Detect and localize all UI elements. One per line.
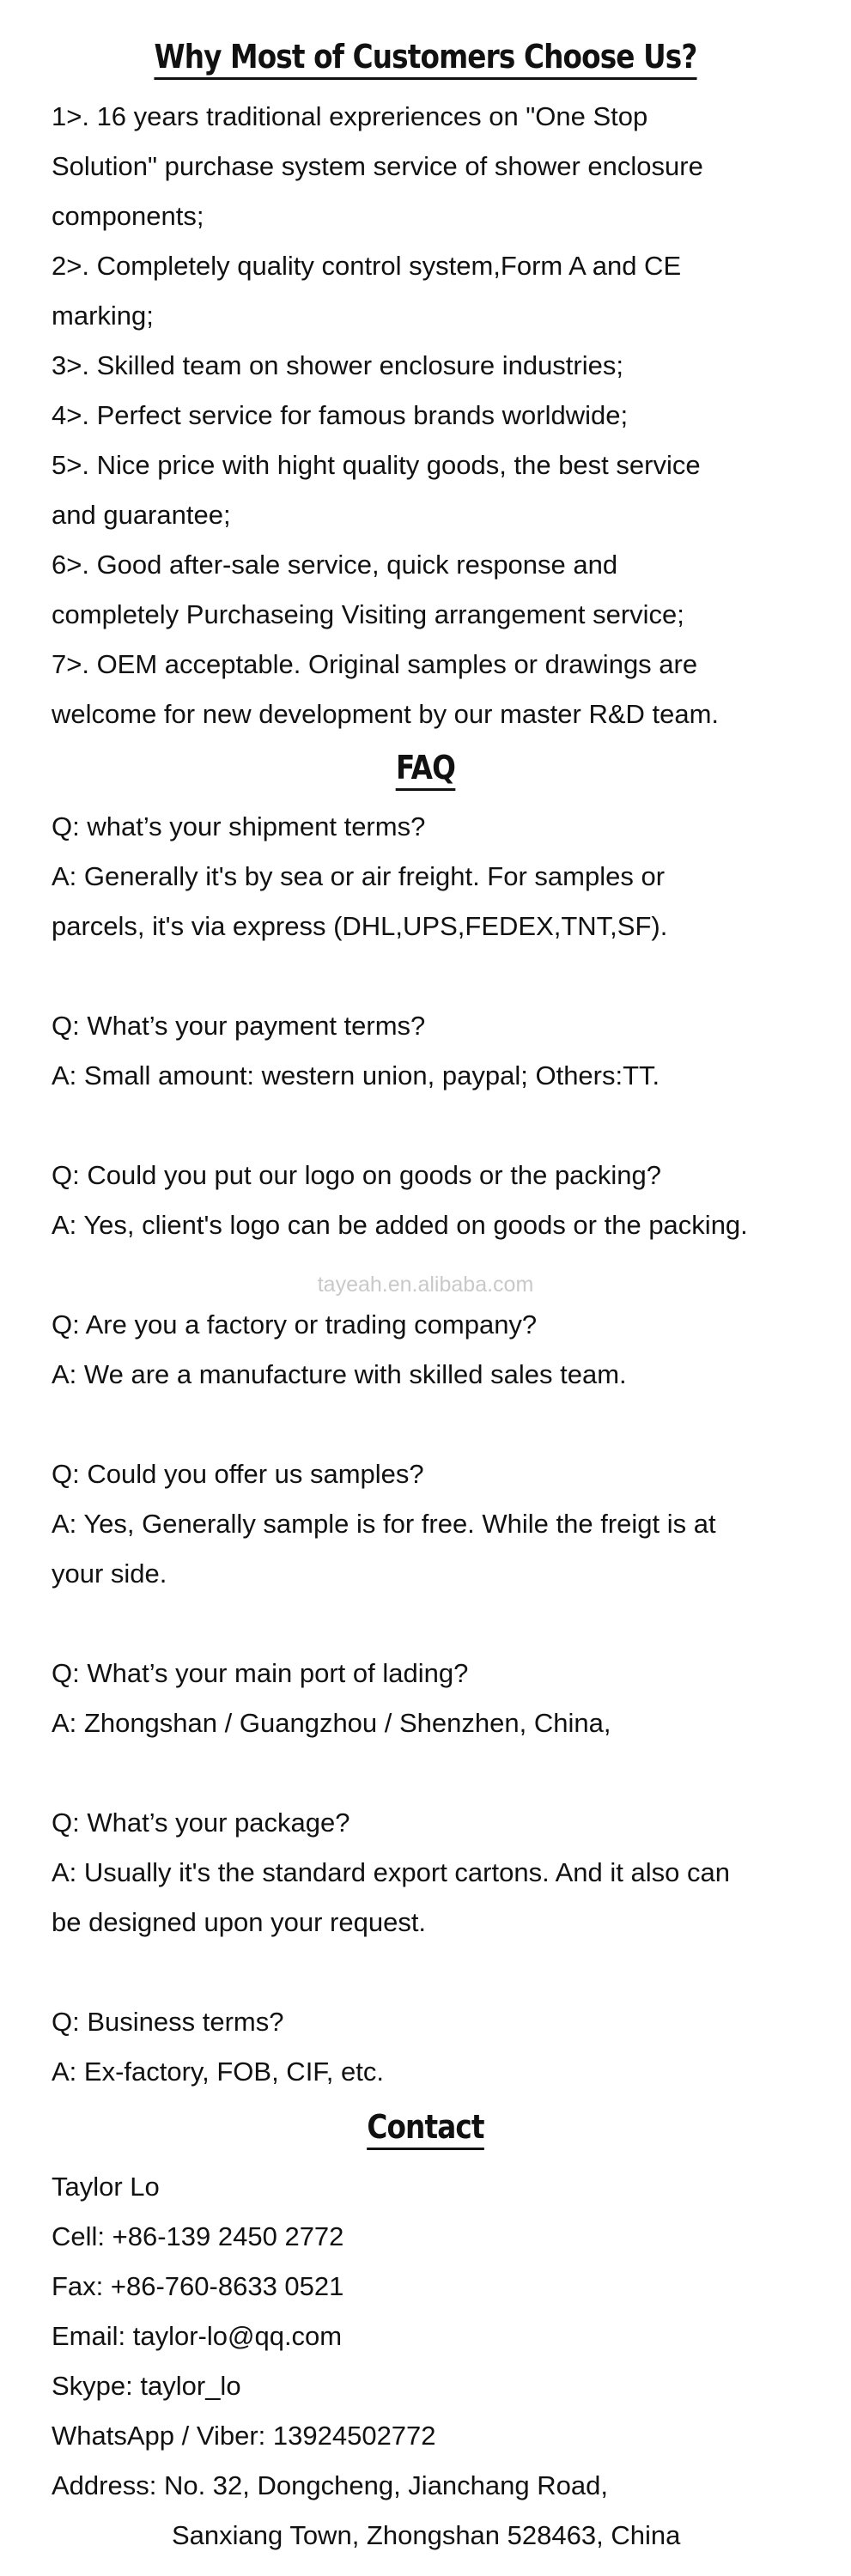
- faq-line-12: your side.: [52, 1558, 167, 1589]
- contact-heading: [59, 2110, 791, 2144]
- why-line-2: Solution" purchase system service of shower enclosure: [52, 151, 703, 181]
- contact-address-1: Address: No. 32, Dongcheng, Jianchang Road,: [52, 2470, 608, 2500]
- why-heading: [59, 39, 791, 74]
- contact-address-2: Sanxiang Town, Zhongshan 528463, China: [172, 2520, 681, 2550]
- faq-line-1: Q: what’s your shipment terms?: [52, 811, 426, 841]
- faq-line-18: Q: Business terms?: [52, 2007, 284, 2037]
- contact-whatsapp: WhatsApp / Viber: 13924502772: [52, 2421, 436, 2451]
- faq-line-14: A: Zhongshan / Guangzhou / Shenzhen, China,: [52, 1708, 611, 1738]
- why-line-11: completely Purchaseing Visiting arrangement service;: [52, 599, 684, 629]
- why-line-1: 1>. 16 years traditional expreriences on "One Stop: [52, 101, 648, 131]
- faq-heading: [59, 750, 791, 785]
- faq-heading-wrap: [0, 750, 851, 785]
- why-heading-text: Why Most of Customers Choose Us?: [155, 38, 697, 80]
- why-heading-wrap: [0, 39, 851, 74]
- faq-line-11: A: Yes, Generally sample is for free. While the freigt is at: [52, 1509, 716, 1539]
- faq-line-4: Q: What’s your payment terms?: [52, 1011, 426, 1041]
- contact-name: Taylor Lo: [52, 2172, 160, 2202]
- why-line-9: and guarantee;: [52, 500, 231, 530]
- why-line-13: welcome for new development by our master R&D team.: [52, 699, 720, 729]
- faq-line-3: parcels, it's via express (DHL,UPS,FEDEX,TNT,SF).: [52, 911, 668, 941]
- why-line-3: components;: [52, 201, 204, 231]
- contact-heading-wrap: [0, 2110, 851, 2144]
- why-line-8: 5>. Nice price with hight quality goods, the best service: [52, 450, 701, 480]
- faq-line-17: be designed upon your request.: [52, 1907, 427, 1937]
- faq-line-19: A: Ex-factory, FOB, CIF, etc.: [52, 2057, 385, 2087]
- contact-cell: Cell: +86-139 2450 2772: [52, 2221, 344, 2251]
- watermark: tayeah.en.alibaba.com: [317, 1273, 534, 1297]
- faq-line-7: A: Yes, client's logo can be added on goods or the packing.: [52, 1210, 748, 1240]
- faq-line-5: A: Small amount: western union, paypal; Others:TT.: [52, 1060, 660, 1091]
- contact-skype: Skype: taylor_lo: [52, 2371, 241, 2401]
- faq-line-16: A: Usually it's the standard export cartons. And it also can: [52, 1857, 730, 1887]
- why-line-12: 7>. OEM acceptable. Original samples or drawings are: [52, 649, 698, 679]
- contact-heading-text: Contact: [367, 2108, 483, 2150]
- contact-email: Email: taylor-lo@qq.com: [52, 2321, 343, 2351]
- faq-line-13: Q: What’s your main port of lading?: [52, 1658, 469, 1688]
- faq-line-2: A: Generally it's by sea or air freight. For samples or: [52, 861, 666, 891]
- why-line-7: 4>. Perfect service for famous brands worldwide;: [52, 400, 629, 430]
- contact-fax: Fax: +86-760-8633 0521: [52, 2271, 344, 2301]
- faq-line-15: Q: What’s your package?: [52, 1807, 350, 1838]
- faq-line-8: Q: Are you a factory or trading company?: [52, 1309, 538, 1340]
- why-line-5: marking;: [52, 301, 154, 331]
- faq-line-6: Q: Could you put our logo on goods or the packing?: [52, 1160, 662, 1190]
- faq-line-10: Q: Could you offer us samples?: [52, 1459, 424, 1489]
- faq-heading-text: FAQ: [396, 749, 455, 791]
- faq-line-9: A: We are a manufacture with skilled sales team.: [52, 1359, 627, 1389]
- why-line-4: 2>. Completely quality control system,Form A and CE: [52, 251, 682, 281]
- why-line-10: 6>. Good after-sale service, quick response and: [52, 550, 618, 580]
- why-line-6: 3>. Skilled team on shower enclosure industries;: [52, 350, 623, 380]
